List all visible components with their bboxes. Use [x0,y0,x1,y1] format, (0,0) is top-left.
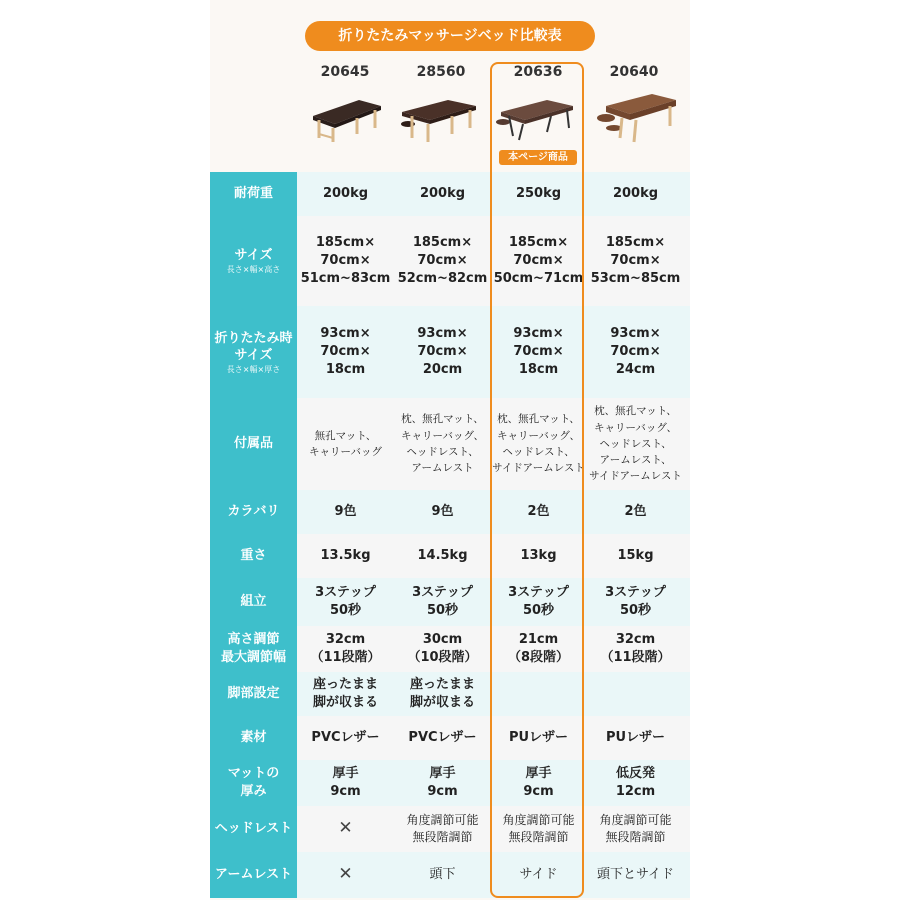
table-cell: PUレザー [508,729,569,745]
row-label: 折りたたみ時 サイズ 長さ×幅×厚さ [210,306,297,398]
row-label: 組立 [210,578,297,626]
table-cell: PVCレザー [408,729,477,745]
table-cell: 93cm× 70cm× 20cm [417,325,468,378]
row-label: 耐荷重 [210,172,297,216]
product-image-bed-20636 [495,88,575,144]
table-cell: 3ステップ 50秒 [315,584,376,618]
model-number: 20645 [320,64,370,80]
table-cell: 低反発 12cm [615,765,656,799]
row-label: カラバリ [210,490,297,534]
table-cell: 枕、無孔マット、 キャリーバッグ、 ヘッドレスト、 アームレスト [400,413,485,475]
table-cell: 14.5kg [417,547,468,563]
table-cell: 3ステップ 50秒 [605,584,666,618]
table-cell: 185cm× 70cm× 52cm~82cm [397,234,488,287]
table-cell: 角度調節可能 無段階調節 [406,813,479,844]
table-row [210,578,690,626]
model-number: 20640 [609,64,659,80]
table-cell: PVCレザー [311,729,380,745]
row-label: 高さ調節 最大調節幅 [210,626,297,672]
table-cell: 頭下 [429,866,456,882]
table-cell: 3ステップ 50秒 [508,584,569,618]
table-row [210,534,690,578]
table-cell: 15kg [617,547,654,563]
row-label: マットの 厚み [210,760,297,806]
table-cell: 座ったまま 脚が収まる [409,676,475,710]
table-cell: 185cm× 70cm× 51cm~83cm [300,234,391,287]
table-row [210,216,690,306]
table-cell: 9色 [431,503,454,519]
table-cell: 185cm× 70cm× 50cm~71cm [493,234,584,287]
table-cell [490,672,587,716]
table-cell: 座ったまま 脚が収まる [312,676,378,710]
table-row [210,716,690,760]
row-label: 素材 [210,716,297,760]
table-cell: 32cm （11段階） [310,631,381,665]
table-cell: 32cm （11段階） [600,631,671,665]
table-row [210,806,690,852]
row-label: 重さ [210,534,297,578]
row-label: アームレスト [210,852,297,898]
table-cell: 185cm× 70cm× 53cm~85cm [590,234,681,287]
cross-icon: ✕ [338,864,353,885]
table-row [210,172,690,216]
table-cell: 2色 [624,503,647,519]
cross-icon: ✕ [338,818,353,839]
table-cell: 枕、無孔マット、 キャリーバッグ、 ヘッドレスト、 サイドアームレスト [492,413,585,475]
product-image-bed-20640 [596,88,676,144]
table-cell: 13.5kg [320,547,371,563]
table-cell [587,672,684,716]
table-cell: PUレザー [605,729,666,745]
table-cell: 頭下とサイド [596,866,675,882]
table-cell: 厚手 9cm [330,765,361,799]
product-image-bed-28560 [398,88,478,144]
table-row [210,490,690,534]
row-label: 付属品 [210,398,297,490]
table-cell: サイド [519,866,558,882]
table-cell: 3ステップ 50秒 [412,584,473,618]
table-cell: 無孔マット、 キャリーバッグ [309,429,382,458]
table-row [210,306,690,398]
table-row [210,852,690,898]
model-number: 20636 [513,64,563,80]
table-cell: 200kg [322,185,369,201]
table-cell: 枕、無孔マット、 キャリーバッグ、 ヘッドレスト、 アームレスト、 サイドアームレスト [589,405,682,483]
table-cell: 13kg [520,547,557,563]
product-image-bed-20645 [305,88,385,144]
table-cell: 2色 [527,503,550,519]
row-label: サイズ 長さ×幅×高さ [210,216,297,306]
table-cell: 厚手 9cm [523,765,554,799]
current-product-badge: 本ページ商品 [499,150,577,165]
row-label: ヘッドレスト [210,806,297,852]
table-cell: 21cm （8段階） [507,631,570,665]
page-title: 折りたたみマッサージベッド比較表 [305,21,595,51]
table-cell: 250kg [515,185,562,201]
row-label: 脚部設定 [210,672,297,716]
table-cell: 厚手 9cm [427,765,458,799]
table-cell: 角度調節可能 無段階調節 [502,813,575,844]
table-cell: 30cm （10段階） [407,631,478,665]
table-cell: 角度調節可能 無段階調節 [599,813,672,844]
table-row [210,672,690,716]
table-cell: 93cm× 70cm× 18cm [320,325,371,378]
table-row [210,760,690,806]
table-cell: 200kg [419,185,466,201]
model-number: 28560 [416,64,466,80]
table-cell: 93cm× 70cm× 24cm [610,325,661,378]
table-row [210,398,690,490]
table-cell: 9色 [334,503,357,519]
table-row [210,626,690,672]
table-cell: 200kg [612,185,659,201]
table-cell: 93cm× 70cm× 18cm [513,325,564,378]
